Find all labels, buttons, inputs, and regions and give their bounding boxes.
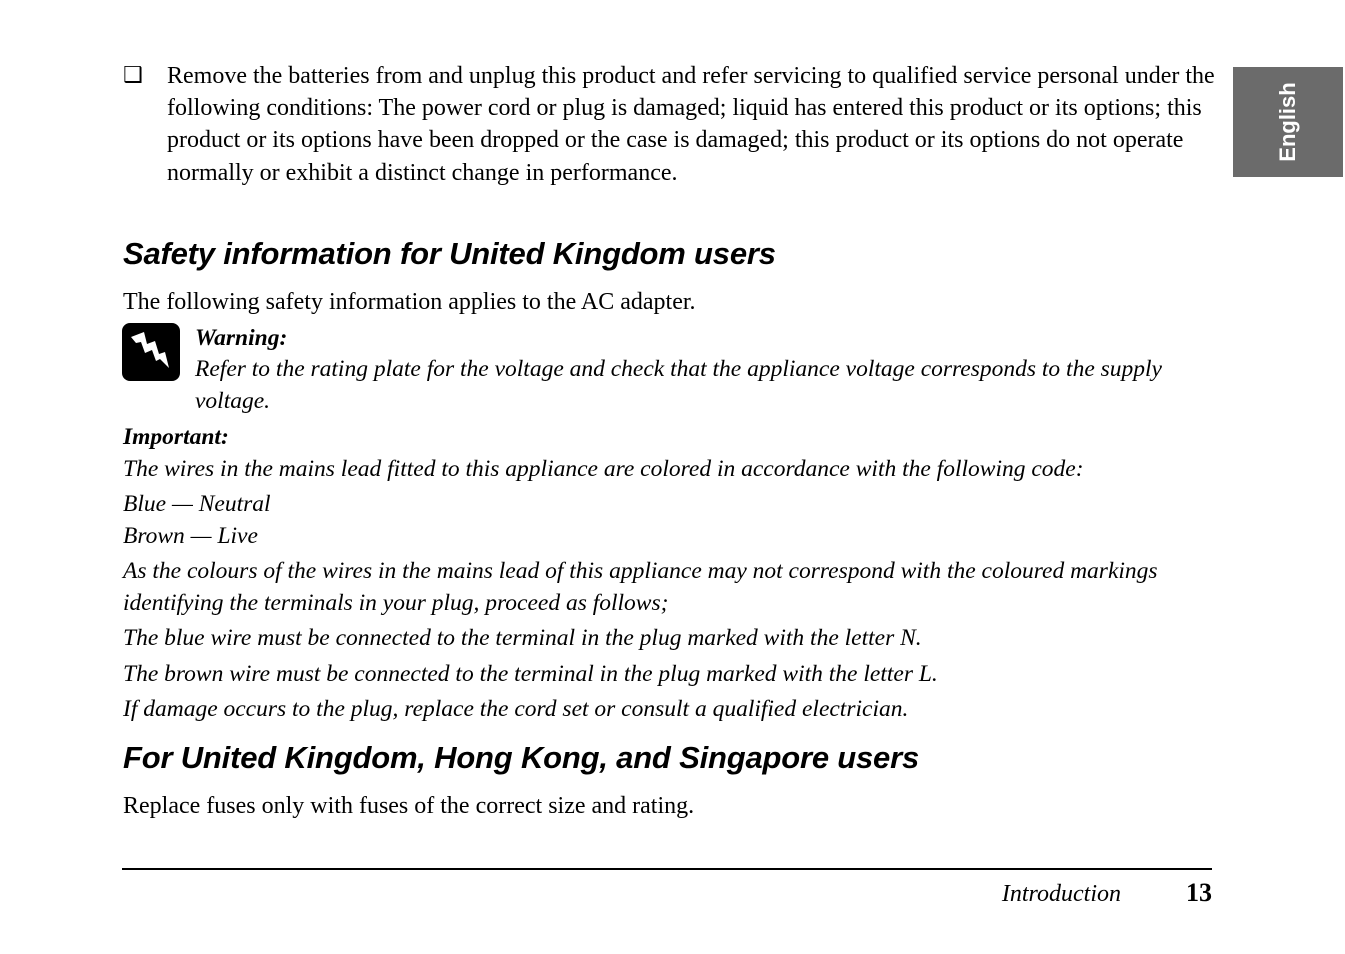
section-heading-uk-safety: Safety information for United Kingdom users: [123, 236, 776, 271]
language-tab: [1233, 67, 1343, 177]
section-intro: The following safety information applies to the AC adapter.: [123, 289, 696, 315]
bullet-checkbox-icon: ❑: [123, 63, 143, 88]
bullet-paragraph: Remove the batteries from and unplug this product and refer servicing to qualified service personal under the following conditions: The power cord or plug is damaged; liquid has entered this product or its options; this product or its options have been dropped or the case is damaged; this product or its options do not operate normally or exhibit a distinct change in performance.: [167, 63, 1215, 186]
important-damage: If damage occurs to the plug, replace the cord set or consult a qualified electrician.: [123, 696, 909, 722]
warning-title: Warning:: [195, 325, 288, 351]
footer-section-name: Introduction: [1001, 881, 1121, 907]
important-wires-code: The wires in the mains lead fitted to this appliance are colored in accordance with the following code:: [123, 456, 1084, 482]
language-tab-label: English: [1275, 82, 1300, 162]
important-brown-live: Brown — Live: [123, 523, 258, 549]
important-title: Important:: [123, 424, 229, 450]
warning-text: Refer to the rating plate for the voltage and check that the appliance voltage corresponds to the supply voltage.: [195, 356, 1162, 414]
important-blue-neutral: Blue — Neutral: [123, 491, 271, 517]
footer-rule: [122, 868, 1212, 870]
important-brown-wire: The brown wire must be connected to the terminal in the plug marked with the letter L.: [123, 661, 938, 687]
section-heading-fuses: For United Kingdom, Hong Kong, and Singapore users: [123, 740, 920, 775]
important-blue-wire: The blue wire must be connected to the terminal in the plug marked with the letter N.: [123, 625, 922, 651]
important-colours-note: As the colours of the wires in the mains lead of this appliance may not correspond with the coloured markings identifying the terminals in your plug, proceed as follows;: [123, 558, 1158, 616]
warning-lightning-icon: [122, 323, 180, 381]
page-number: 13: [1186, 878, 1212, 907]
fuses-text: Replace fuses only with fuses of the correct size and rating.: [123, 793, 695, 819]
